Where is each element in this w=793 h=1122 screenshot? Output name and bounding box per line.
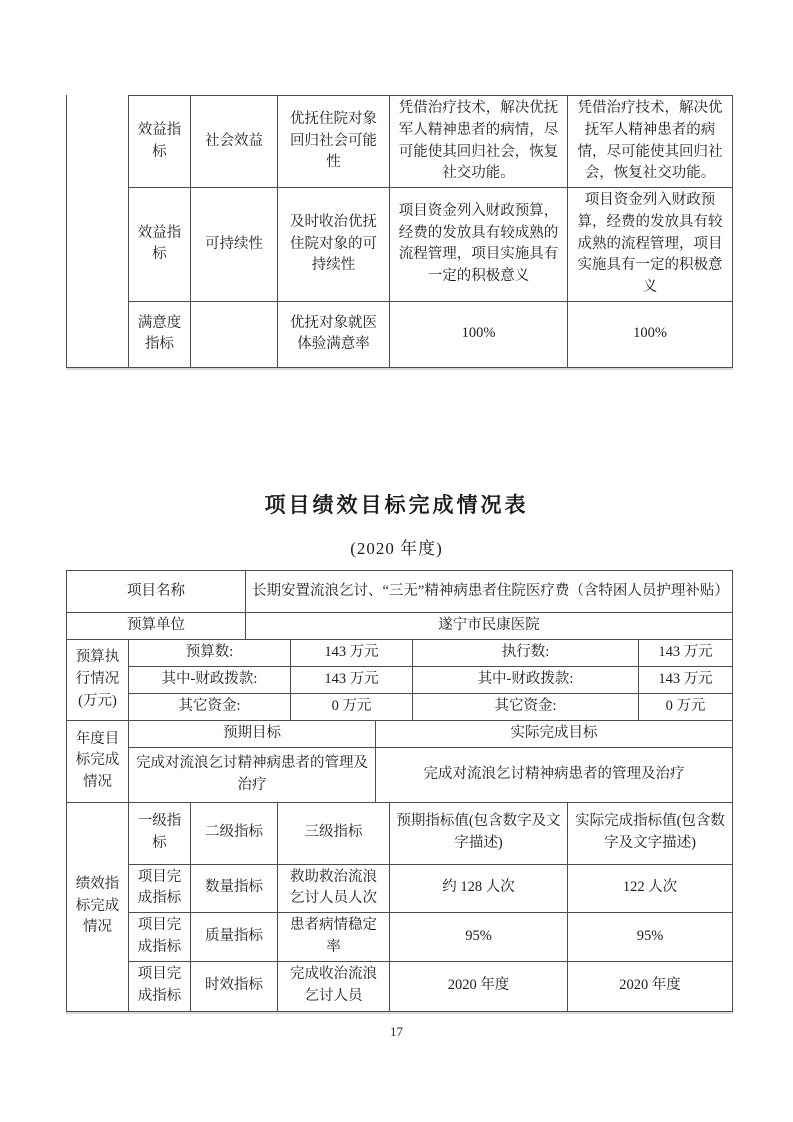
expected-value-cell: 2020 年度 — [390, 962, 568, 1012]
project-info-section — [67, 571, 733, 640]
actual-value-cell: 95% — [568, 913, 733, 962]
actual-value-cell: 2020 年度 — [568, 962, 733, 1012]
header-expected-value: 预期指标值(包含数字及文字描述) — [390, 803, 568, 865]
level1-indicator-cell: 项目完成指标 — [129, 962, 191, 1012]
expected-value-cell: 95% — [390, 913, 568, 962]
budget-label: 其它资金: — [129, 694, 291, 721]
budget-value: 0 万元 — [291, 694, 413, 721]
level3-indicator-cell: 优抚住院对象回归社会可能性 — [278, 95, 390, 188]
project-name-value: 长期安置流浪乞讨、“三无”精神病患者住院医疗费（含特困人员护理补贴） — [246, 571, 733, 613]
level3-indicator-cell: 及时收治优抚住院对象的可持续性 — [278, 188, 390, 302]
budget-value: 143 万元 — [291, 640, 413, 667]
header-level1-indicator: 一级指标 — [129, 803, 191, 865]
header-level3-indicator: 三级指标 — [278, 803, 390, 865]
header-actual-value: 实际完成指标值(包含数字及文字描述) — [568, 803, 733, 865]
budget-label: 执行数: — [413, 640, 639, 667]
level1-indicator-cell: 效益指标 — [129, 95, 191, 188]
actual-value-cell: 凭借治疗技术，解决优抚军人精神患者的病情，尽可能使其回归社会，恢复社交功能。 — [568, 95, 733, 188]
budget-value: 143 万元 — [291, 667, 413, 694]
budget-label: 预算数: — [129, 640, 291, 667]
budget-unit-value: 遂宁市民康医院 — [246, 613, 733, 640]
expected-value-cell: 100% — [390, 302, 568, 368]
level2-indicator-cell — [191, 302, 278, 368]
actual-value-cell: 100% — [568, 302, 733, 368]
level2-indicator-cell: 数量指标 — [191, 865, 278, 914]
budget-label: 其中-财政拨款: — [413, 667, 639, 694]
performance-summary-table — [66, 570, 733, 1012]
level1-indicator-cell: 项目完成指标 — [129, 865, 191, 914]
expected-goal-header: 预期目标 — [129, 721, 376, 748]
level2-indicator-cell: 质量指标 — [191, 913, 278, 962]
project-name-label: 项目名称 — [67, 571, 246, 613]
carryover-left-empty-cell — [67, 95, 129, 368]
level1-indicator-cell: 满意度指标 — [129, 302, 191, 368]
page-subtitle: (2020 年度) — [350, 539, 443, 558]
level3-indicator-cell: 患者病情稳定率 — [278, 913, 390, 962]
expected-goal-value: 完成对流浪乞讨精神病患者的管理及治疗 — [129, 748, 376, 803]
budget-value: 143 万元 — [639, 640, 733, 667]
level3-indicator-cell: 优抚对象就医体验满意率 — [278, 302, 390, 368]
carryover-table — [66, 95, 733, 368]
page-title: 项目绩效目标完成情况表 — [264, 493, 529, 517]
budget-execution-section — [67, 640, 733, 721]
level2-indicator-cell: 社会效益 — [191, 95, 278, 188]
level2-indicator-cell: 时效指标 — [191, 962, 278, 1012]
expected-value-cell: 项目资金列入财政预算，经费的发放具有较成熟的流程管理，项目实施具有一定的积极意义 — [390, 188, 568, 302]
budget-value: 0 万元 — [639, 694, 733, 721]
actual-value-cell: 122 人次 — [568, 865, 733, 914]
indicator-section-label: 绩效指标完成情况 — [67, 803, 129, 1012]
level3-indicator-cell: 救助救治流浪乞讨人员人次 — [278, 865, 390, 914]
budget-label: 其中-财政拨款: — [129, 667, 291, 694]
page-number: 17 — [390, 1024, 403, 1039]
actual-goal-header: 实际完成目标 — [376, 721, 733, 748]
budget-label: 其它资金: — [413, 694, 639, 721]
actual-value-cell: 项目资金列入财政预算，经费的发放具有较成熟的流程管理，项目实施具有一定的积极意义 — [568, 188, 733, 302]
level1-indicator-cell: 项目完成指标 — [129, 913, 191, 962]
budget-section-label: 预算执行情况(万元) — [67, 640, 129, 721]
indicator-section — [67, 803, 733, 1012]
header-level2-indicator: 二级指标 — [191, 803, 278, 865]
budget-unit-label: 预算单位 — [67, 613, 246, 640]
annual-goal-section-label: 年度目标完成情况 — [67, 721, 129, 803]
budget-value: 143 万元 — [639, 667, 733, 694]
annual-goal-section — [67, 721, 733, 803]
level1-indicator-cell: 效益指标 — [129, 188, 191, 302]
level3-indicator-cell: 完成收治流浪乞讨人员 — [278, 962, 390, 1012]
expected-value-cell: 约 128 人次 — [390, 865, 568, 914]
level2-indicator-cell: 可持续性 — [191, 188, 278, 302]
actual-goal-value: 完成对流浪乞讨精神病患者的管理及治疗 — [376, 748, 733, 803]
expected-value-cell: 凭借治疗技术，解决优抚军人精神患者的病情，尽可能使其回归社会，恢复社交功能。 — [390, 95, 568, 188]
